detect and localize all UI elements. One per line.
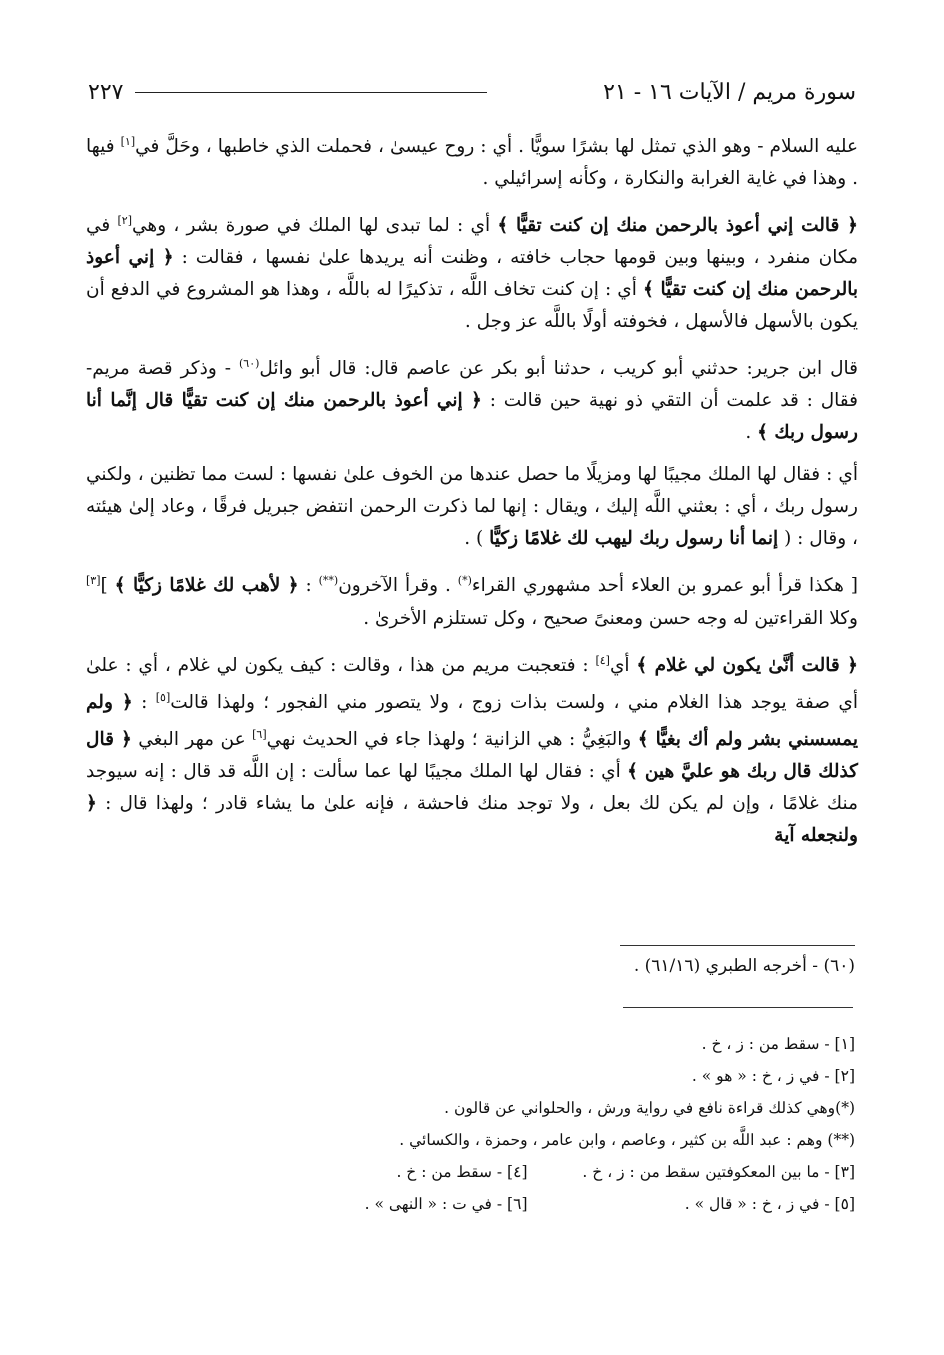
text-run: . وقرأ الآخرون	[338, 575, 458, 597]
text-run: أي : إن كنت تخاف اللَّه ، تذكيرًا له باللَّه ، وهذا هو المشروع في الدفع أن يكون بالأسهل فالأسهل ، فخوفته أولًا باللَّه عز وجل .	[86, 279, 858, 333]
paragraph	[86, 565, 858, 634]
quran-quote: ﴿ قال كذلك قال ربك هو عليَّ هين ﴾	[86, 729, 858, 783]
footnote-ref: (*)	[457, 574, 472, 588]
quran-quote: ﴿ ولنجعله آية	[86, 793, 858, 847]
text-run: وكلا القراءتين له وجه حسن ومعنىً صحيح ، وكل تستلزم الأخرىٰ .	[363, 607, 858, 629]
quran-quote: إنما أنا رسول ربك ليهب لك غلامًا زكيًّا	[489, 528, 779, 550]
footnote-ref: [٥]	[155, 690, 171, 704]
footnote-entry: [٣] - ما بين المعكوفتين سقط من : ز ، خ .	[582, 1163, 855, 1181]
footnote-rule-main	[620, 945, 855, 946]
footnote-entry: [١] - سقط من : ز ، خ .	[701, 1035, 855, 1053]
text-run: :	[298, 575, 319, 597]
text-run: - وذكر قصة مريم- فقال : قد علمت أن التقي ذو نهية حين قالت :	[86, 358, 858, 412]
footnote-line	[200, 1092, 855, 1124]
paragraph	[86, 645, 858, 852]
footnote-ref: (**)	[318, 574, 339, 588]
text-run: [ هكذا قرأ أبو عمرو بن العلاء أحد مشهوري القراء	[471, 575, 858, 597]
text-run: ]	[100, 575, 115, 597]
quran-quote: ﴿ لأهب لك غلامًا زكيًّا ﴾	[114, 575, 299, 597]
text-run: :	[132, 691, 156, 713]
text-run: أي : فقال لها الملك مجيبًا لها ومزيلًا ما حصل عندها من الخوف علىٰ نفسها : لست مما تظنين ، ولكني رسول ربك ، أي : بعثني اللَّه إليك ، ويقال : إنها لما ذكرت الرحمن انتفض جبريل فرقًا ، وعاد إلىٰ هيئته ، وقال : (	[86, 464, 858, 550]
text-run: أي	[609, 654, 637, 676]
footnote-ref: [٤]	[595, 653, 610, 667]
text-run: عليه السلام - وهو الذي تمثل لها بشرًا سويًّا . أي : روح عيسىٰ ، فحملت الذي خاطبها ، وحَلَّ في	[135, 136, 858, 158]
footnote-line	[200, 1124, 855, 1156]
text-run: ) .	[464, 528, 490, 550]
header-rule	[135, 92, 487, 93]
text-run: أي : لما تبدى لها الملك في صورة بشر ، وهي	[132, 215, 498, 237]
text-run: : فتعجبت مريم من هذا ، وقالت : كيف يكون لي غلام ، أي : علىٰ أي صفة يوجد هذا الغلام مني ، ولست بذات زوج ، ولا يتصور مني الفجور ؛ ولهذا قالت	[86, 654, 858, 713]
text-run: في مكان منفرد ، وبينها وبين قومها حجاب خافته ، وظنت أنه يريدها علىٰ نفسها ، فقالت :	[86, 215, 858, 269]
footnote-entry: [٢] - في ز ، خ : « هو » .	[691, 1067, 855, 1085]
footnote-ref: [٣]	[86, 574, 101, 588]
editor-footnotes	[200, 1028, 855, 1220]
text-run: .	[745, 422, 758, 444]
footnote-entry: [٥] - في ز ، خ : « قال » .	[684, 1195, 855, 1213]
text-run: أي : فقال لها الملك مجيبًا لها عما سألت : إن اللَّه قد قال : إنه سيوجد منك غلامًا ، وإن لم يكن لك بعل ، ولا توجد منك فاحشة ، فإنه علىٰ ما يشاء قادر ؛ ولهذا قال :	[86, 761, 858, 815]
text-run: قال ابن جرير: حدثني أبو كريب ، حدثنا أبو بكر عن عاصم قال: قال أبو وائل	[259, 358, 858, 380]
footnote-ref: [١]	[120, 135, 136, 148]
paragraph	[86, 459, 858, 555]
page-header	[88, 72, 856, 112]
main-text	[86, 126, 858, 862]
footnote-entry: (**) وهم : عبد اللَّه بن كثير ، وعاصم ، وابن عامر ، وحمزة ، والكسائي .	[399, 1131, 855, 1149]
footnote-ref: (٦٠)	[239, 357, 260, 371]
footnote-line	[200, 1028, 855, 1060]
text-run: والبَغِيُّ : هي الزانية ؛ ولهذا جاء في الحديث نهي	[266, 729, 638, 751]
paragraph	[86, 348, 858, 449]
paragraph	[86, 126, 858, 195]
quran-quote: ﴿ ولم يمسسني بشر ولم أك بغيًّا ﴾	[86, 691, 859, 751]
footnote-entry: [٦] - في ت : « النهى » .	[364, 1195, 528, 1213]
text-run: عن مهر البغي	[131, 729, 253, 751]
running-title: سورة مريم / الآيات ١٦ - ٢١	[603, 79, 856, 105]
quran-quote: ﴿ إني أعوذ بالرحمن منك إن كنت تقيًّا ﴾	[86, 247, 858, 301]
footnote-main: (٦٠) - أخرجه الطبري (٦١/١٦) .	[633, 956, 855, 976]
footnote-entry: [٤] - سقط من : خ .	[396, 1163, 528, 1181]
footnote-line	[200, 1060, 855, 1092]
footnote-line	[200, 1156, 855, 1188]
footnote-line	[200, 1188, 855, 1220]
footnote-rule-editor	[623, 1007, 853, 1008]
footnote-ref: [٢]	[117, 214, 133, 228]
text-run: فيها . وهذا في غاية الغرابة والنكارة ، وكأنه إسرائيلي .	[86, 136, 858, 190]
footnote-entry: (*)وهي كذلك قراءة نافع في رواية ورش ، والحلواني عن قالون .	[444, 1099, 855, 1117]
footnote-ref: [٦]	[252, 727, 267, 741]
page-number: ٢٢٧	[88, 79, 124, 105]
quran-quote: ﴿ إني أعوذ بالرحمن منك إن كنت تقيًّا قال إنَّما أنا رسول ربك ﴾	[86, 390, 858, 444]
quran-quote: ﴿ قالت إني أعوذ بالرحمن منك إن كنت تقيًّا ﴾	[497, 215, 859, 237]
quran-quote: ﴿ قالت أنَّىٰ يكون لي غلام ﴾	[636, 654, 858, 676]
paragraph	[86, 205, 858, 338]
